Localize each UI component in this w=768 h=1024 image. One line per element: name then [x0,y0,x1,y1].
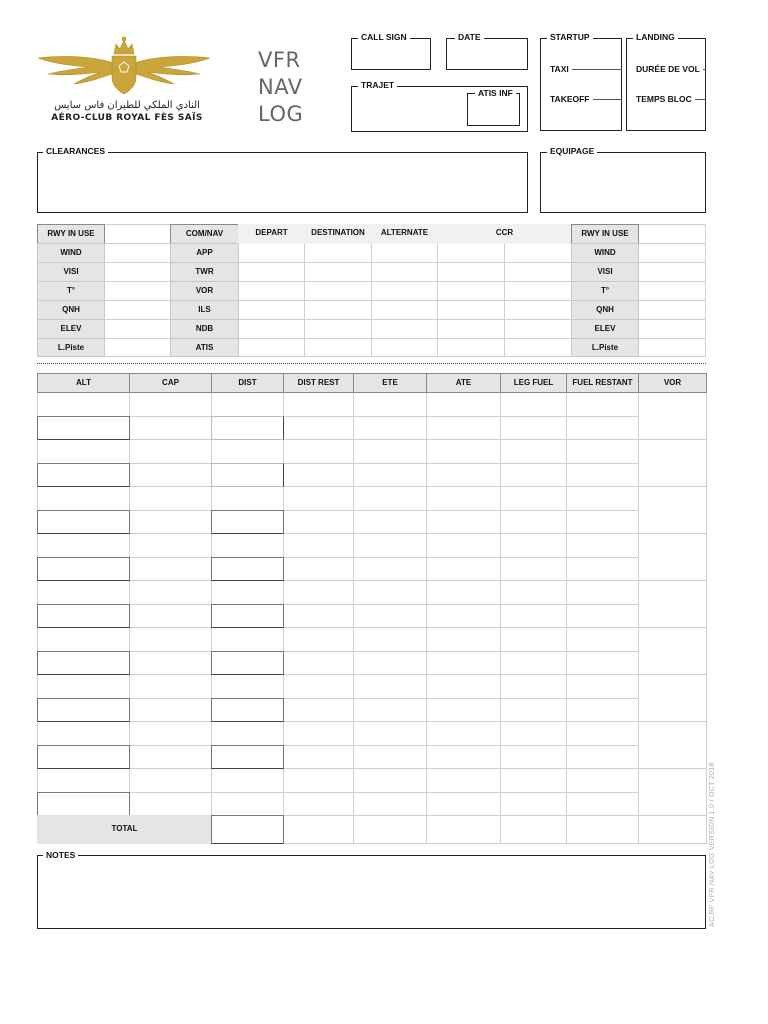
comnav-twr: TWR [170,262,239,282]
freq-col-ccr: CCR [437,224,572,244]
taxi-label: TAXI [547,64,572,74]
date-label: DATE [455,32,484,42]
dist-input[interactable] [211,463,284,487]
taxi-line[interactable] [572,69,622,70]
navlog-col-fuel-restant: FUEL RESTANT [566,373,639,393]
call-sign-field[interactable] [351,38,431,70]
landing-box [626,38,706,131]
wx-left-wind: WIND [37,243,105,263]
wx-right-visi: VISI [571,262,639,282]
wx-left-qnh: QNH [37,300,105,320]
alt-input[interactable] [37,463,130,487]
wx-right-rwy: RWY IN USE [571,224,639,244]
wx-left-rwy: RWY IN USE [37,224,105,244]
dist-input[interactable] [211,510,284,534]
dist-input[interactable] [211,604,284,628]
wx-right-elev: ELEV [571,319,639,339]
notes-label: NOTES [43,850,78,860]
clearances-field[interactable] [37,152,528,213]
dist-input[interactable] [211,416,284,440]
alt-input[interactable] [37,416,130,440]
dist-input[interactable] [211,698,284,722]
alt-input[interactable] [37,792,130,816]
wx-left-visi: VISI [37,262,105,282]
equipage-label: EQUIPAGE [547,146,597,156]
atis-inf-label: ATIS INF [475,88,516,98]
equipage-field[interactable] [540,152,706,213]
alt-input[interactable] [37,651,130,675]
wx-right-temp: T° [571,281,639,301]
version-text: AC.RF VFR NAV LOG VERSION 1.0 / OCT 2018 [709,762,716,927]
title-log: LOG [258,102,304,126]
comnav-vor: VOR [170,281,239,301]
wx-left-elev: ELEV [37,319,105,339]
total-label: TOTAL [37,815,212,844]
alt-input[interactable] [37,745,130,769]
startup-label: STARTUP [547,32,593,42]
alt-input[interactable] [37,510,130,534]
alt-input[interactable] [37,604,130,628]
notes-field[interactable] [37,855,706,929]
title-nav: NAV [258,75,303,99]
clearances-label: CLEARANCES [43,146,108,156]
total-dist-input[interactable] [211,815,284,844]
dist-input[interactable] [211,745,284,769]
navlog-col-leg-fuel: LEG FUEL [500,373,567,393]
call-sign-label: CALL SIGN [358,32,410,42]
navlog-col-cap: CAP [129,373,212,393]
dist-input[interactable] [211,651,284,675]
wx-right-qnh: QNH [571,300,639,320]
navlog-col-alt: ALT [37,373,130,393]
club-name-arabic: النادي الملكي للطيران فاس سايس [54,100,200,111]
title-vfr: VFR [258,48,301,72]
freq-col-depart: DEPART [238,224,305,244]
wx-right-wind: WIND [571,243,639,263]
dist-input[interactable] [211,557,284,581]
startup-box [540,38,622,131]
comnav-app: APP [170,243,239,263]
wx-left-temp: T° [37,281,105,301]
duree-de-vol-label: DURÉE DE VOL [633,64,703,74]
landing-label: LANDING [633,32,678,42]
comnav-header: COM/NAV [170,224,239,244]
trajet-label: TRAJET [358,80,397,90]
wx-right-lpiste: L.Piste [571,338,639,357]
comnav-ils: ILS [170,300,239,320]
alt-input[interactable] [37,698,130,722]
date-field[interactable] [446,38,528,70]
comnav-atis: ATIS [170,338,239,357]
section-divider [37,363,706,364]
winged-crown-emblem-icon [34,36,214,100]
comnav-ndb: NDB [170,319,239,339]
freq-col-destination: DESTINATION [304,224,372,244]
navlog-col-ete: ETE [353,373,427,393]
club-logo [34,36,214,128]
alt-input[interactable] [37,557,130,581]
wx-left-lpiste: L.Piste [37,338,105,357]
takeoff-label: TAKEOFF [547,94,593,104]
temps-bloc-label: TEMPS BLOC [633,94,695,104]
navlog-col-dist-rest: DIST REST [283,373,354,393]
navlog-col-dist: DIST [211,373,284,393]
freq-col-alternate: ALTERNATE [371,224,438,244]
navlog-col-vor: VOR [638,373,707,393]
navlog-col-ate: ATE [426,373,501,393]
club-name: AÉRO-CLUB ROYAL FÈS SAÏS [51,113,203,123]
